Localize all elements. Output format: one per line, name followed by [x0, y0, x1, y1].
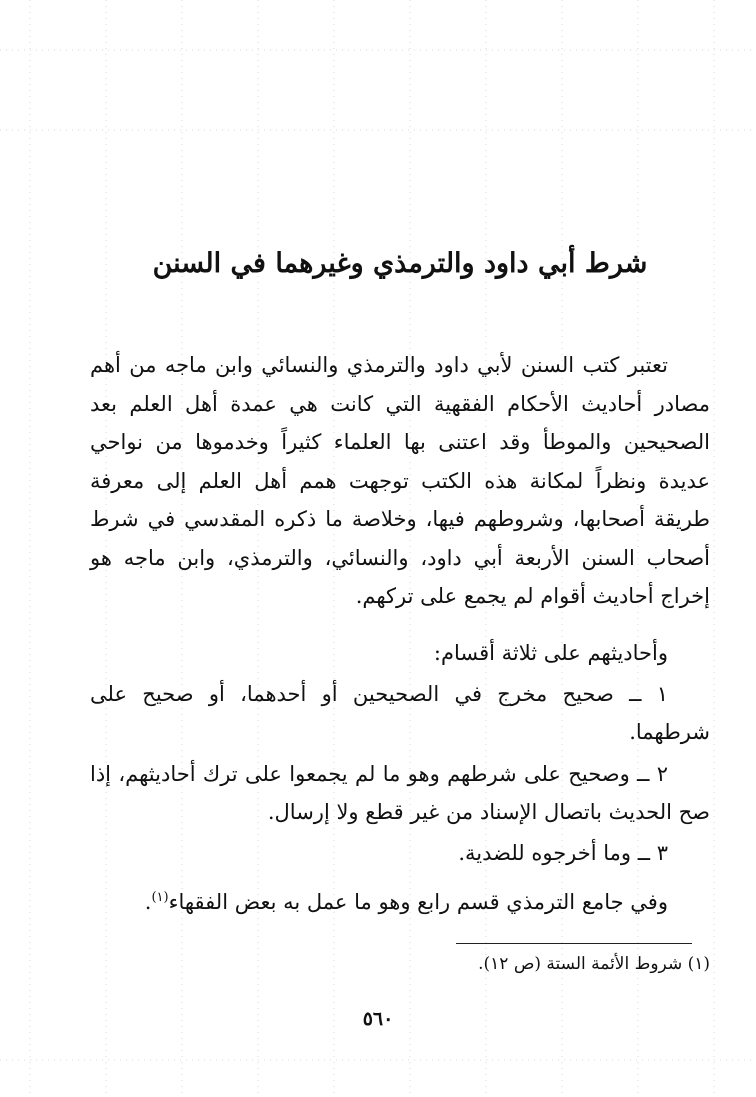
closing-paragraph — [90, 883, 710, 921]
divisions-heading — [90, 634, 710, 672]
footnote: (١) شروط الأئمة الستة (ص ١٢). — [478, 954, 710, 974]
footnote-reference[interactable]: (١) — [151, 890, 169, 905]
intro-text: تعتبر كتب السنن لأبي داود والترمذي والنسائي وابن ماجه من أهم مصادر أحاديث الأحكام الفقهية التي كانت هي عمدة أهل العلم بعد الصحيحين والموطأ وقد اعتنى بها العلماء كثيراً وخدموها من نواحي عديدة ونظراً لمكانة هذه الكتب توجهت همم أهل العلم إلى معرفة طريقة أصحابها، وشروطهم فيها، وخلاصة ما ذكره المقدسي في شرط أصحاب السنن الأربعة أبي داود، والنسائي، والترمذي، وابن ماجه هو إخراج أحاديث أقوام لم يجمع على تركهم. — [90, 353, 710, 608]
list-item-2-text: ٢ ــ وصحيح على شرطهم وهو ما لم يجمعوا على ترك أحاديثهم، إذا صح الحديث باتصال الإسناد من غير قطع ولا إرسال. — [90, 762, 710, 824]
divisions-text: وأحاديثهم على ثلاثة أقسام: — [433, 641, 668, 665]
list-item-2 — [90, 755, 710, 831]
page-number: ٥٦٠ — [362, 1008, 394, 1030]
chapter-title: شرط أبي داود والترمذي وغيرهما في السنن — [152, 248, 648, 279]
footnote-divider — [456, 943, 692, 944]
closing-period: . — [144, 890, 152, 914]
list-item-3 — [90, 834, 710, 872]
list-item-3-text: ٣ ــ وما أخرجوه للضدية. — [458, 841, 668, 865]
list-item-1-text: ١ ــ صحيح مخرج في الصحيحين أو أحدهما، أو صحيح على شرطهما. — [90, 682, 710, 744]
closing-text: وفي جامع الترمذي قسم رابع وهو ما عمل به بعض الفقهاء — [168, 890, 668, 914]
intro-paragraph — [90, 346, 710, 616]
list-item-1 — [90, 675, 710, 751]
